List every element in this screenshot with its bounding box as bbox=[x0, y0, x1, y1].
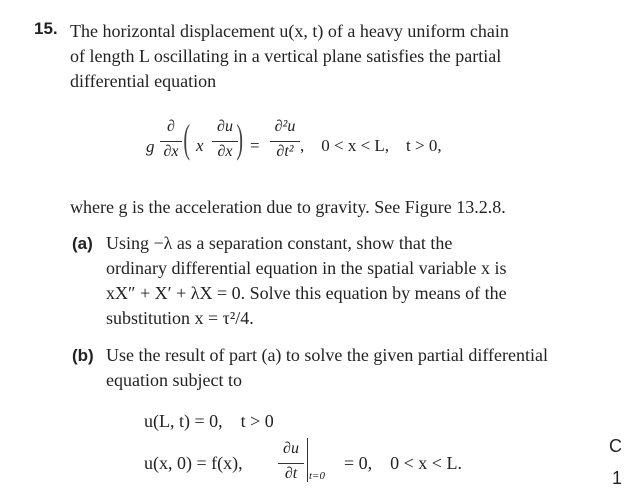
part-a-label: (a) bbox=[72, 234, 93, 253]
ic-du-denominator: ∂t bbox=[284, 465, 298, 482]
ic-left: u(x, 0) = f(x), bbox=[144, 453, 243, 473]
intro-line-1: The horizontal displacement u(x, t) of a heavy uniform chain bbox=[70, 21, 509, 41]
problem-number: 15. bbox=[34, 19, 58, 38]
ic-eval-bar bbox=[307, 438, 308, 482]
intro-line-2: of length L oscillating in a vertical plane satisfies the partial bbox=[70, 46, 502, 66]
part-a-line-2: ordinary differential equation in the spatial variable x is bbox=[106, 258, 507, 278]
edge-fragment-bottom: 1 bbox=[611, 468, 622, 488]
where-line: where g is the acceleration due to gravity. See Figure 13.2.8. bbox=[70, 197, 506, 217]
pde-fraction-bar-3 bbox=[270, 141, 300, 142]
ic-fraction-bar bbox=[278, 463, 304, 464]
part-a-line-1: Using −λ as a separation constant, show that the bbox=[106, 233, 453, 253]
pde-left-paren: ( bbox=[183, 116, 190, 161]
pde-d-numerator: ∂ bbox=[167, 118, 175, 135]
intro-line-3: differential equation bbox=[70, 71, 217, 91]
part-b-line-1: Use the result of part (a) to solve the given partial differential bbox=[106, 345, 549, 365]
ic-du-numerator: ∂u bbox=[283, 440, 299, 457]
pde-x: x bbox=[196, 136, 204, 155]
pde-conditions: , 0 < x < L, t > 0, bbox=[300, 136, 442, 155]
part-b-label: (b) bbox=[72, 346, 94, 365]
pde-g: g bbox=[146, 137, 155, 156]
part-a-line-3: xX″ + X′ + λX = 0. Solve this equation by means of the bbox=[106, 283, 507, 303]
boundary-condition: u(L, t) = 0, t > 0 bbox=[144, 411, 274, 431]
pde-d-denominator: ∂x bbox=[163, 143, 179, 160]
ic-eval-subscript: t=0 bbox=[309, 470, 325, 482]
pde-du-numerator: ∂u bbox=[217, 118, 233, 135]
part-b-line-2: equation subject to bbox=[106, 370, 242, 390]
pde-d2u-denominator: ∂t² bbox=[276, 143, 294, 160]
edge-fragment-top: C bbox=[609, 436, 622, 456]
part-a-line-4: substitution x = τ²/4. bbox=[106, 308, 254, 328]
ic-right: = 0, 0 < x < L. bbox=[344, 453, 462, 473]
pde-fraction-bar-1 bbox=[160, 141, 182, 142]
pde-du-denominator: ∂x bbox=[217, 143, 233, 160]
pde-equals: = bbox=[250, 136, 260, 155]
pde-d2u-numerator: ∂²u bbox=[274, 118, 296, 135]
pde-right-paren: ) bbox=[236, 116, 243, 161]
pde-fraction-bar-2 bbox=[212, 141, 238, 142]
